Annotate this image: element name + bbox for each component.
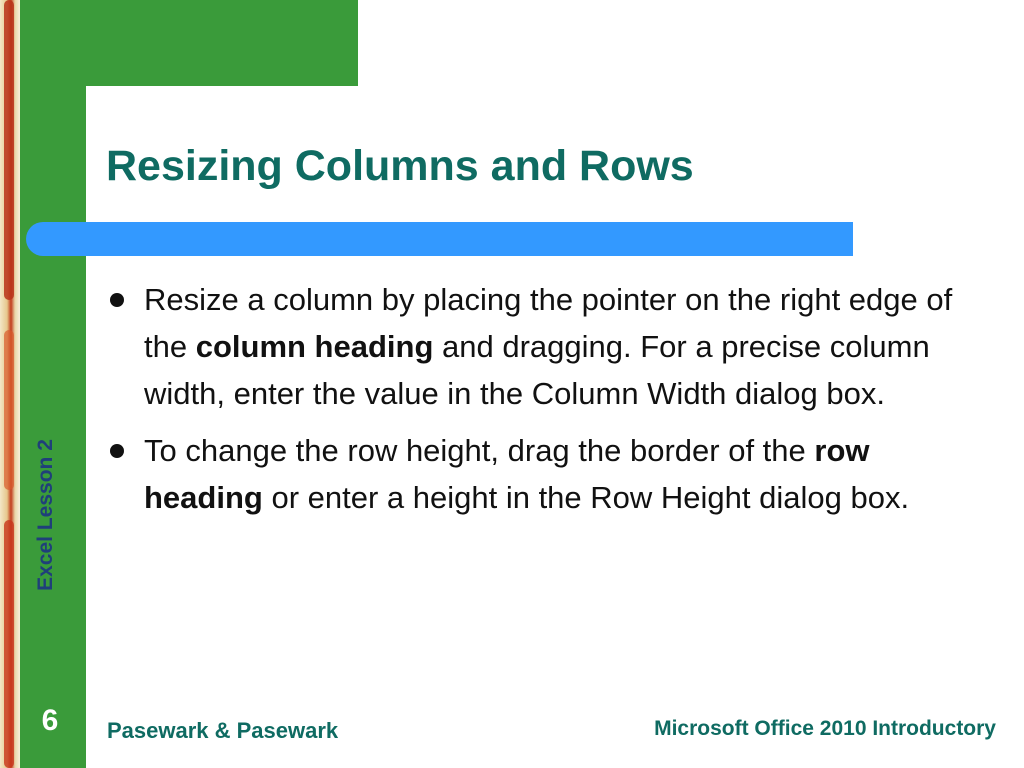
green-top-block <box>86 0 358 86</box>
decorative-photo-strip <box>0 0 20 768</box>
bullet-bold-term: row heading <box>144 433 870 515</box>
slide-title: Resizing Columns and Rows <box>106 142 694 190</box>
bullet-text: To change the row height, drag the border of the <box>144 433 815 468</box>
bullet-item <box>106 427 966 521</box>
bullet-list <box>106 276 966 531</box>
bullet-text: and dragging. For a precise column width, enter the value in the Column Width dialog box. <box>144 329 930 411</box>
bullet-dot-icon <box>110 293 124 307</box>
bullet-bold-term: column heading <box>195 329 434 364</box>
title-divider <box>26 222 853 256</box>
bullet-dot-icon <box>110 444 124 458</box>
side-lesson-label <box>18 410 74 620</box>
bullet-item <box>106 276 966 417</box>
bullet-text: Resize a column by placing the pointer on the right edge of the <box>144 282 953 364</box>
footer-course: Microsoft Office 2010 Introductory <box>654 717 996 740</box>
photo-stripe <box>4 0 14 300</box>
footer-author: Pasewark & Pasewark <box>107 718 339 743</box>
green-side-bar <box>20 0 86 768</box>
page-number: 6 <box>41 704 59 737</box>
side-lesson-text: Excel Lesson 2 <box>34 439 57 591</box>
bullet-text: or enter a height in the Row Height dialog box. <box>262 480 910 515</box>
photo-stripe <box>4 330 14 490</box>
photo-stripe <box>4 520 14 768</box>
